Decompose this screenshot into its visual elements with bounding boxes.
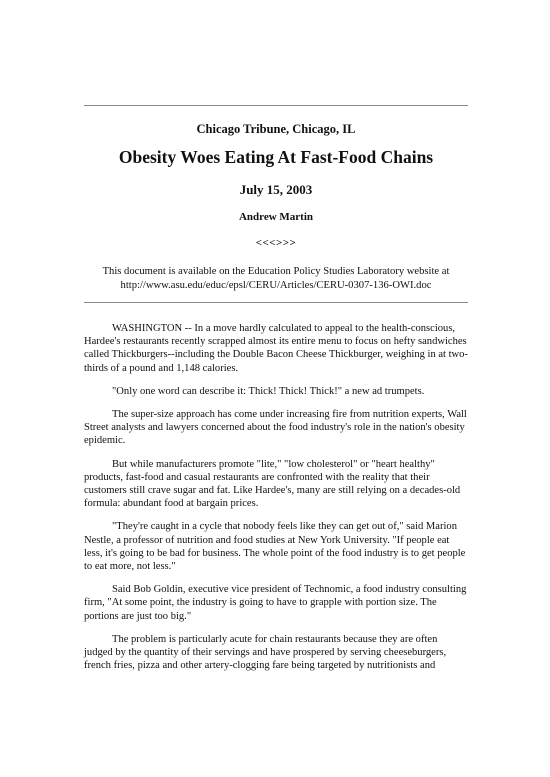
paragraph: "They're caught in a cycle that nobody feels like they can get out of," said Marion Nestle, a professor of nutrition and food studies at New York University. "If people eat less, it's going to be bad for business. The whole point of the food industry is to get people to eat more, not less." — [84, 521, 466, 573]
top-divider — [84, 105, 468, 106]
paragraph: The problem is particularly acute for chain restaurants because they are often judged by the quantity of their servings and have prospered by serving cheeseburgers, french fries, pizza and other artery-clogging fare being targeted by nutritionists and — [84, 633, 447, 672]
availability-notice — [84, 265, 468, 292]
paragraph: The super-size approach has come under increasing fire from nutrition experts, Wall Street analysts and lawyers concerned about the food industry's role in the nation's obesity epidemic. — [84, 409, 467, 447]
article-headline: Obesity Woes Eating At Fast-Food Chains — [118, 147, 434, 167]
article-body — [84, 322, 468, 682]
availability-url: http://www.asu.edu/educ/epsl/CERU/Articles/CERU-0307-136-OWI.doc — [120, 279, 432, 291]
separator-mark: <<<>>> — [255, 237, 297, 249]
article-author: Andrew Martin — [238, 211, 314, 223]
bottom-divider — [84, 302, 468, 303]
paragraph: Said Bob Goldin, executive vice president of Technomic, a food industry consulting firm, "At some point, the industry is going to have to grapple with portion size. The portions are just too big." — [84, 584, 467, 622]
paragraph: WASHINGTON -- In a move hardly calculated to appeal to the health-conscious, Hardee's restaurants recently scrapped almost its entire menu to focus on hefty sandwiches called Thickburgers--including the Double Bacon Cheese Thickburger, weighing in at two-thirds of a pound and 1,148 calories. — [84, 323, 468, 374]
availability-text: This document is available on the Education Policy Studies Laboratory website at — [102, 266, 450, 277]
paragraph: "Only one word can describe it: Thick! Thick! Thick!" a new ad trumpets. — [112, 385, 425, 397]
article-date: July 15, 2003 — [239, 182, 313, 197]
paragraph: But while manufacturers promote "lite," "low cholesterol" or "heart healthy" products, fast-food and casual restaurants are confronted with the reality that their customers still crave sugar and fat. Like Hardee's, many are still relying on a decades-old formula: abundant food at bargain prices. — [84, 458, 461, 510]
source-line: Chicago Tribune, Chicago, IL — [196, 122, 356, 136]
